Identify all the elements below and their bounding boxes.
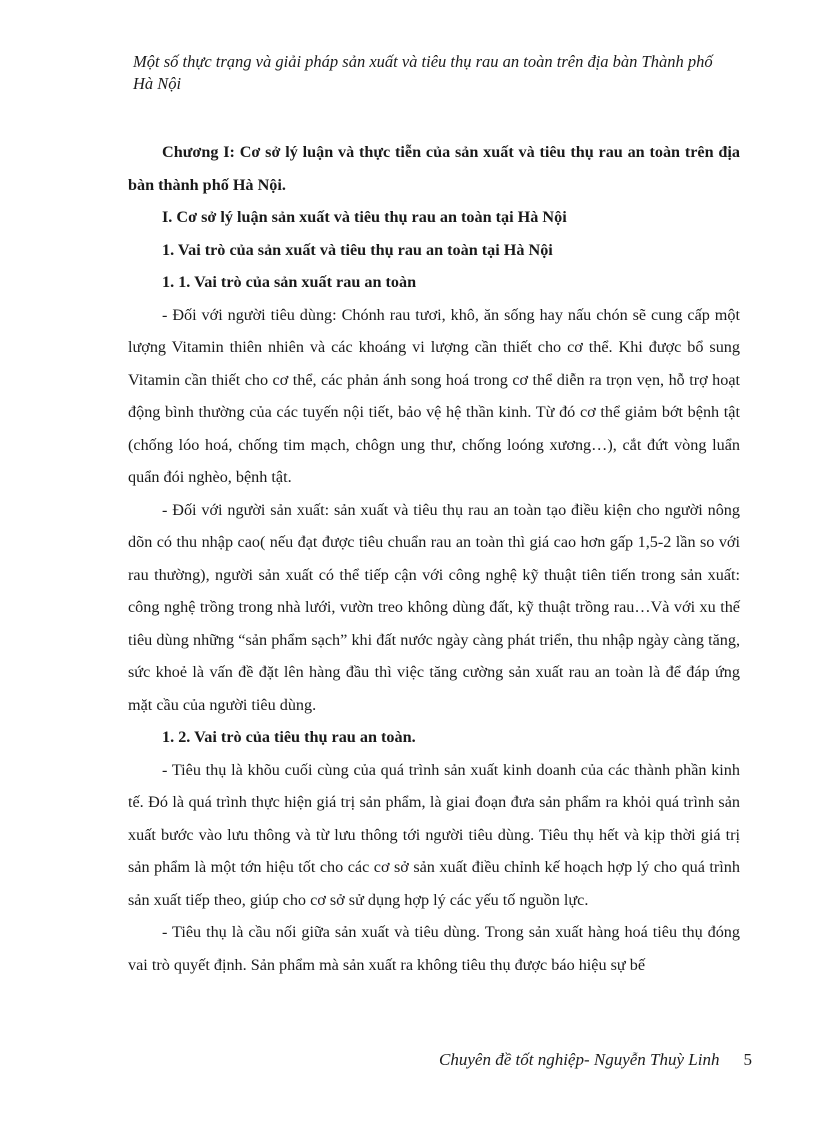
paragraph: - Đối với người tiêu dùng: Chónh rau tươi, khô, ăn sống hay nấu chón sẽ cung cấp một lượng Vitamin thiên nhiên và các khoáng vi lượng cần thiết cho cơ thể. Khi được bổ sung Vitamin cần thiết cho cơ thể, các phản ánh song hoá trong cơ thể diễn ra trọn vẹn, hỗ trợ hoạt động bình thường của các tuyến nội tiết, bảo vệ hệ thần kinh. Từ đó cơ thể giảm bớt bệnh tật (chống lóo hoá, chống tim mạch, chôgn ung thư, chống loóng xương…), cắt đứt vòng luẩn quẩn đói nghèo, bệnh tật. (128, 305, 740, 486)
page-body (128, 136, 740, 981)
subsection-heading: 1. Vai trò của sản xuất và tiêu thụ rau an toàn tại Hà Nội (162, 240, 553, 259)
running-header: Một số thực trạng và giải pháp sản xuất và tiêu thụ rau an toàn trên địa bàn Thành phố Hà Nội (133, 52, 713, 93)
paragraph: - Đối với người sản xuất: sản xuất và tiêu thụ rau an toàn tạo điều kiện cho người nông dõn có thu nhập cao( nếu đạt được tiêu chuẩn rau an toàn thì giá cao hơn gấp 1,5-2 lần so với rau thường), người sản xuất có thể tiếp cận với công nghệ kỹ thuật tiên tiến trong sản xuất: công nghệ trồng trong nhà lưới, vườn treo không dùng đất, kỹ thuật trồng rau…Và với xu thế tiêu dùng những “sản phẩm sạch” khi đất nước ngày càng phát triển, thu nhập ngày càng tăng, sức khoẻ là vấn đề đặt lên hàng đầu thì việc tăng cường sản xuất rau an toàn là để đáp ứng mặt cầu của người tiêu dùng. (128, 500, 740, 714)
page-number: 5 (743, 1050, 752, 1069)
footer-text: Chuyên đề tốt nghiệp- Nguyễn Thuỳ Linh (439, 1050, 720, 1069)
paragraph: - Tiêu thụ là khõu cuối cùng của quá trình sản xuất kinh doanh của các thành phần kinh tế. Đó là quá trình thực hiện giá trị sản phẩm, là giai đoạn đưa sản phẩm ra khỏi quá trình sản xuất bước vào lưu thông và từ lưu thông tới người tiêu dùng. Tiêu thụ hết và kịp thời giá trị sản phẩm là một tớn hiệu tốt cho các cơ sở sản xuất điều chỉnh kế hoạch hợp lý cho quá trình sản xuất tiếp theo, giúp cho cơ sở sử dụng hợp lý các yếu tố nguồn lực. (128, 760, 740, 909)
paragraph: - Tiêu thụ là cầu nối giữa sản xuất và tiêu dùng. Trong sản xuất hàng hoá tiêu thụ đóng vai trò quyết định. Sản phẩm mà sản xuất ra không tiêu thụ được báo hiệu sự bế (128, 923, 740, 974)
section-heading: I. Cơ sở lý luận sản xuất và tiêu thụ rau an toàn tại Hà Nội (162, 208, 567, 226)
subsection-heading-1-2: 1. 2. Vai trò của tiêu thụ rau an toàn. (162, 728, 416, 746)
chapter-title: Chương I: Cơ sở lý luận và thực tiễn của sản xuất và tiêu thụ rau an toàn trên địa bàn thành phố Hà Nội. (128, 143, 740, 194)
page-footer (400, 1050, 752, 1070)
subsection-heading-1-1: 1. 1. Vai trò của sản xuất rau an toàn (162, 273, 417, 291)
